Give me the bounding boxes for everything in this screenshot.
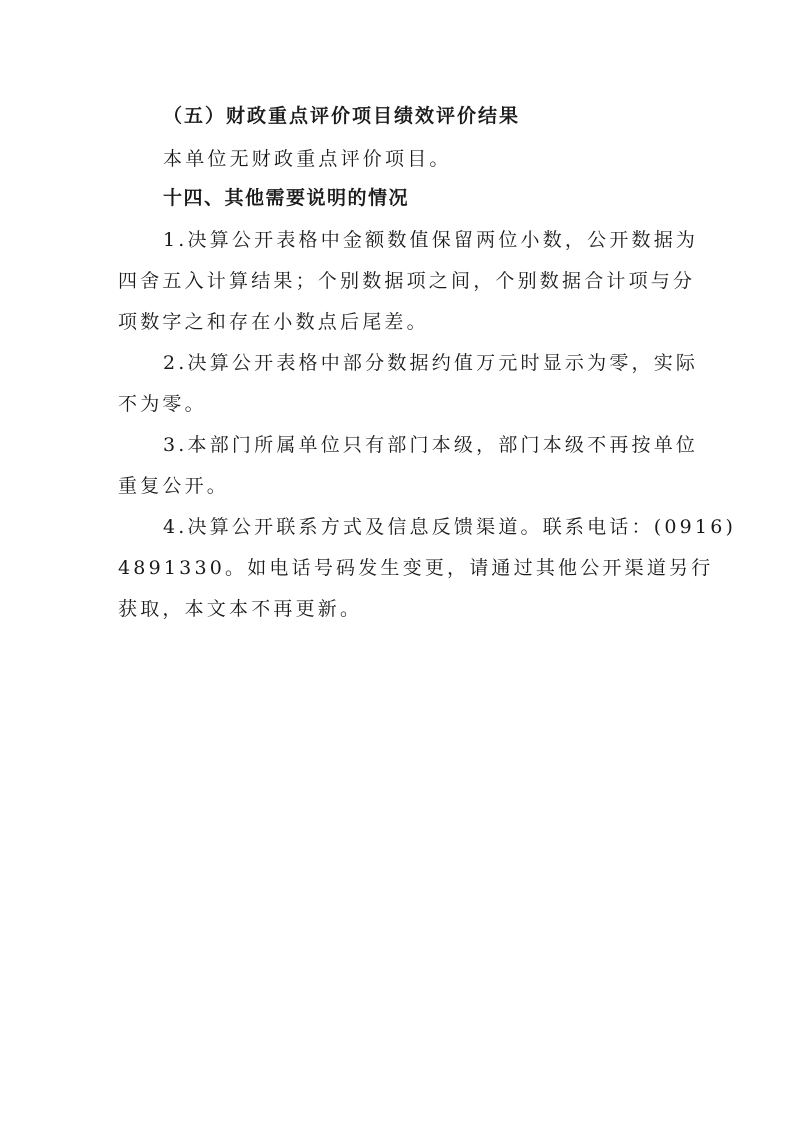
section-14-heading: 十四、其他需要说明的情况 — [163, 187, 410, 209]
item-3-line-2: 重复公开。 — [118, 475, 230, 497]
item-4-line-1: 4.决算公开联系方式及信息反馈渠道。联系电话：(0916) — [163, 516, 737, 538]
item-1-line-1: 1.决算公开表格中金额数值保留两位小数，公开数据为 — [163, 229, 699, 251]
section-5-heading: （五）财政重点评价项目绩效评价结果 — [163, 105, 521, 127]
item-1-line-2: 四舍五入计算结果；个别数据项之间，个别数据合计项与分 — [118, 270, 696, 292]
item-1-line-3: 项数字之和存在小数点后尾差。 — [118, 311, 429, 333]
item-4-line-3: 获取，本文本不再更新。 — [118, 598, 363, 620]
item-2-line-1: 2.决算公开表格中部分数据约值万元时显示为零，实际 — [163, 352, 699, 374]
item-3-line-1: 3.本部门所属单位只有部门本级，部门本级不再按单位 — [163, 434, 699, 456]
item-2-line-2: 不为零。 — [118, 393, 207, 415]
section-5-body: 本单位无财政重点评价项目。 — [163, 148, 452, 170]
item-4-line-2: 4891330。如电话号码发生变更，请通过其他公开渠道另行 — [118, 557, 714, 579]
